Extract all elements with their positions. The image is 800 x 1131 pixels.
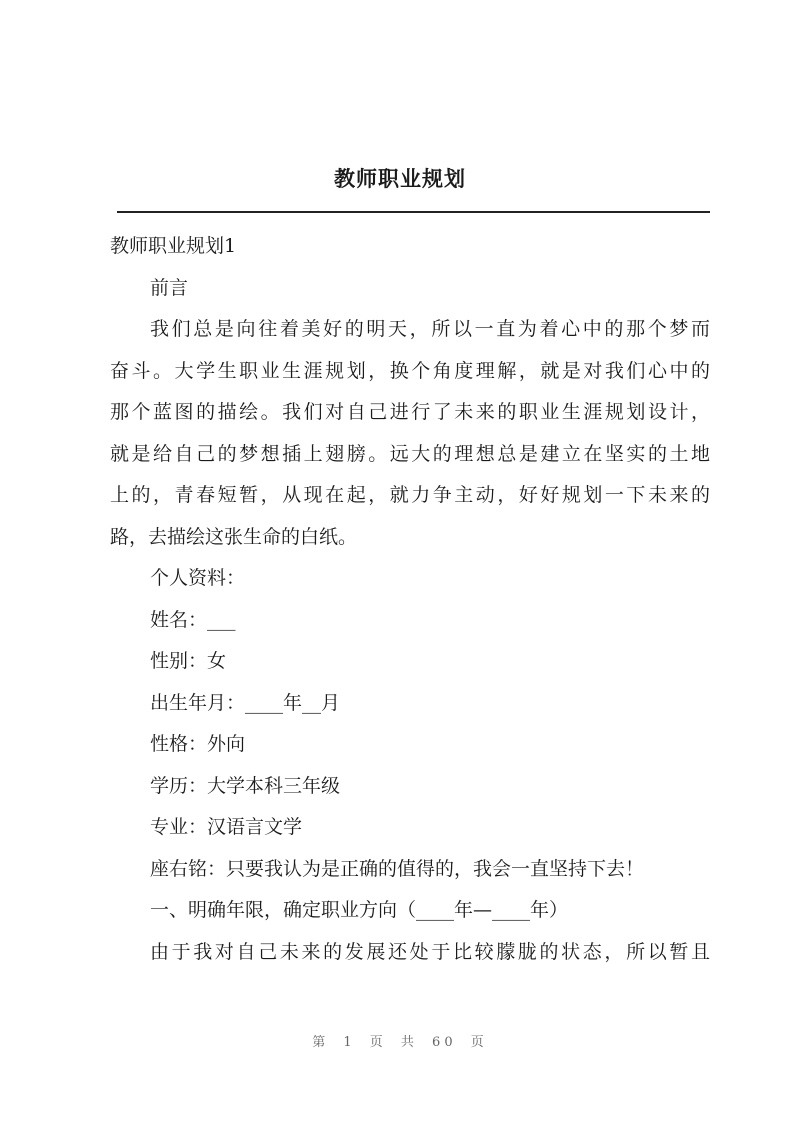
profile-name: 姓名：___ [150, 608, 236, 631]
paragraph-line: 上的，青春短暂，从现在起，就力争主动，好好规划一下未来的 [110, 484, 710, 506]
preface-paragraph [110, 309, 710, 558]
document-title: 教师职业规划 [334, 167, 466, 191]
section1-text: 由于我对自己未来的发展还处于比较朦胧的状态，所以暂且 [150, 940, 710, 963]
preface-label: 前言 [150, 276, 189, 299]
paragraph-line: 就是给自己的梦想插上翅膀。远大的理想总是建立在坚实的土地 [110, 442, 710, 465]
profile-major: 专业：汉语言文学 [150, 816, 303, 838]
profile-gender: 性别：女 [150, 650, 227, 672]
page-footer: 第 1 页 共 60 页 [312, 1035, 488, 1050]
section1-heading: 一、明确年限，确定职业方向（____年—____年） [150, 899, 569, 921]
paragraph-line: 路，去描绘这张生命的白纸。 [110, 525, 358, 548]
document-body [110, 226, 710, 973]
title-divider [117, 211, 710, 213]
profile-motto: 座右铭：只要我认为是正确的值得的，我会一直坚持下去！ [150, 857, 645, 880]
paragraph-line: 奋斗。大学生职业生涯规划，换个角度理解，就是对我们心中的 [110, 359, 710, 382]
profile-birth: 出生年月：____年__月 [150, 691, 341, 714]
paragraph-line: 那个蓝图的描绘。我们对自己进行了未来的职业生涯规划设计， [110, 401, 710, 423]
paragraph-line: 我们总是向往着美好的明天，所以一直为着心中的那个梦而 [150, 318, 710, 340]
profile-label: 个人资料： [150, 567, 246, 589]
section-heading: 教师职业规划1 [110, 235, 237, 257]
profile-personality: 性格：外向 [150, 733, 246, 755]
profile-education: 学历：大学本科三年级 [150, 774, 341, 797]
